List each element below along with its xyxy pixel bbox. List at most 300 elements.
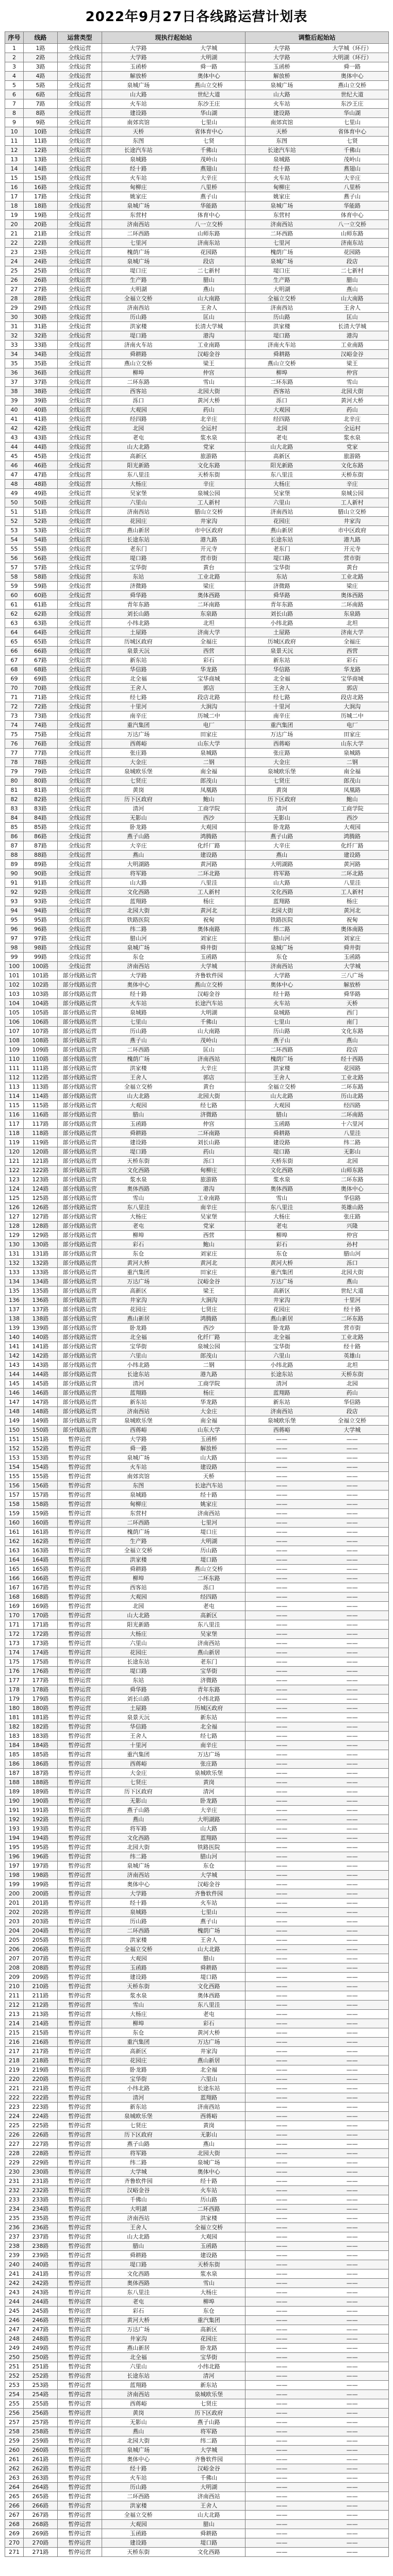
cell-adjusted-terminals-start: 南郊宾馆 <box>270 119 293 126</box>
cell-current-terminals <box>102 656 245 665</box>
cell-adjusted-terminals <box>245 1045 389 1055</box>
cell-no: 22 <box>5 239 24 248</box>
table-row <box>5 1639 389 1648</box>
cell-adjusted-terminals-start: —— <box>276 2391 288 2398</box>
cell-adjusted-terminals-end: 舜华路 <box>343 991 361 997</box>
cell-current-terminals <box>102 2112 245 2121</box>
cell-adjusted-terminals <box>245 1416 389 1426</box>
cell-line: 32路 <box>24 331 58 341</box>
cell-line: 147路 <box>24 1398 58 1407</box>
table-row <box>5 897 389 906</box>
cell-current-terminals-end: 营市街 <box>200 555 218 562</box>
cell-current-terminals <box>102 99 245 109</box>
cell-adjusted-terminals-end: 凤凰路 <box>343 787 361 793</box>
cell-current-terminals <box>102 303 245 313</box>
cell-line: 34路 <box>24 350 58 359</box>
cell-line: 267路 <box>24 2511 58 2520</box>
cell-no: 244 <box>5 2297 24 2307</box>
cell-type: 暂停运营 <box>58 1453 102 1463</box>
cell-line: 57路 <box>24 563 58 572</box>
table-row <box>5 1973 389 1982</box>
cell-adjusted-terminals <box>245 962 389 971</box>
table-row <box>5 2130 389 2140</box>
cell-adjusted-terminals <box>245 1852 389 1861</box>
cell-type: 全线运营 <box>58 684 102 693</box>
cell-adjusted-terminals <box>245 1500 389 1509</box>
cell-adjusted-terminals-start: —— <box>276 2382 288 2388</box>
cell-current-terminals <box>102 118 245 127</box>
cell-adjusted-terminals-end: —— <box>346 2335 358 2342</box>
cell-current-terminals-end: 奥体西路 <box>197 592 220 599</box>
cell-current-terminals-end: 奥体中心 <box>197 73 220 79</box>
cell-line: 85路 <box>24 823 58 832</box>
cell-current-terminals <box>102 2195 245 2205</box>
cell-adjusted-terminals <box>245 656 389 665</box>
cell-adjusted-terminals-end: 辛庄 <box>346 481 358 487</box>
cell-current-terminals-start: 堤口路 <box>129 1668 147 1674</box>
table-row <box>5 2149 389 2158</box>
cell-current-terminals-end: 北园大街 <box>197 2150 220 2157</box>
cell-no: 229 <box>5 2158 24 2167</box>
cell-adjusted-terminals-end: —— <box>346 1798 358 1804</box>
cell-no: 187 <box>5 1769 24 1778</box>
cell-adjusted-terminals-start: —— <box>276 1705 288 1711</box>
cell-adjusted-terminals <box>245 2279 389 2288</box>
cell-type: 全线运营 <box>58 897 102 906</box>
cell-current-terminals-end: 刘家庄 <box>200 1250 218 1257</box>
cell-adjusted-terminals-end: —— <box>346 1983 358 1990</box>
cell-current-terminals <box>102 2028 245 2038</box>
cell-adjusted-terminals <box>245 2195 389 2205</box>
cell-adjusted-terminals-start: —— <box>276 1714 288 1721</box>
cell-current-terminals-start: 泉城广场 <box>127 944 150 951</box>
cell-current-terminals <box>102 2232 245 2242</box>
cell-adjusted-terminals-start: 华信路 <box>273 666 290 673</box>
table-row <box>5 1398 389 1407</box>
cell-no: 211 <box>5 1991 24 2001</box>
cell-current-terminals-end: 玉函路 <box>200 2243 218 2249</box>
cell-type: 全线运营 <box>58 155 102 164</box>
cell-current-terminals-start: 甸柳庄 <box>129 184 147 191</box>
cell-line: 206路 <box>24 1945 58 1954</box>
cell-line: 145路 <box>24 1379 58 1388</box>
cell-adjusted-terminals-end: 雪山 <box>346 379 358 385</box>
table-row <box>5 674 389 684</box>
cell-adjusted-terminals-end: 山大南路 <box>340 295 364 302</box>
cell-line: 33路 <box>24 341 58 350</box>
cell-adjusted-terminals-start: —— <box>276 1872 288 1878</box>
cell-current-terminals-start: 井家沟 <box>129 1297 147 1303</box>
cell-line: 42路 <box>24 424 58 433</box>
cell-no: 162 <box>5 1537 24 1546</box>
cell-type: 暂停运营 <box>58 1722 102 1732</box>
table-row <box>5 257 389 266</box>
cell-current-terminals-end: 祝甸 <box>203 917 215 923</box>
cell-no: 71 <box>5 693 24 702</box>
cell-line: 105路 <box>24 1008 58 1018</box>
cell-no: 212 <box>5 2001 24 2010</box>
cell-no: 169 <box>5 1602 24 1611</box>
cell-adjusted-terminals <box>245 507 389 517</box>
cell-adjusted-terminals-end: —— <box>346 1510 358 1517</box>
cell-current-terminals-end: 长途汽车站 <box>194 1000 223 1007</box>
cell-current-terminals <box>102 1101 245 1110</box>
cell-current-terminals-end: 清河 <box>203 2372 215 2379</box>
cell-adjusted-terminals-start: —— <box>276 2122 288 2129</box>
cell-type: 全线运营 <box>58 72 102 81</box>
table-row <box>5 2028 389 2038</box>
cell-no: 63 <box>5 619 24 628</box>
table-row <box>5 2186 389 2195</box>
cell-current-terminals-end: 大辛庄 <box>200 175 218 181</box>
cell-type: 暂停运营 <box>58 2418 102 2427</box>
cell-type: 部分线路运营 <box>58 1286 102 1296</box>
cell-no: 178 <box>5 1685 24 1694</box>
cell-type: 全线运营 <box>58 137 102 146</box>
cell-no: 65 <box>5 637 24 647</box>
cell-current-terminals-end: 蓝翔路 <box>200 1835 218 1841</box>
cell-adjusted-terminals <box>245 2130 389 2140</box>
cell-current-terminals <box>102 1073 245 1082</box>
cell-no: 101 <box>5 971 24 980</box>
cell-no: 73 <box>5 711 24 721</box>
cell-adjusted-terminals-start: —— <box>276 1955 288 1962</box>
cell-current-terminals-end: 小纬北路 <box>197 1696 220 1702</box>
cell-adjusted-terminals <box>245 1815 389 1824</box>
cell-adjusted-terminals-end: 西沙 <box>346 815 358 821</box>
cell-current-terminals <box>102 1388 245 1398</box>
cell-current-terminals-start: 大杨庄 <box>129 1631 147 1637</box>
cell-adjusted-terminals-start: —— <box>276 1492 288 1498</box>
cell-adjusted-terminals <box>245 1991 389 2001</box>
cell-current-terminals <box>102 647 245 656</box>
cell-adjusted-terminals-start: 经四路 <box>273 416 290 422</box>
cell-current-terminals-start: 王舍人 <box>129 1733 147 1739</box>
cell-current-terminals <box>102 1518 245 1528</box>
cell-no: 196 <box>5 1852 24 1861</box>
cell-adjusted-terminals-start: —— <box>276 1798 288 1804</box>
cell-no: 112 <box>5 1073 24 1082</box>
cell-adjusted-terminals <box>245 2065 389 2075</box>
table-row <box>5 730 389 739</box>
cell-line: 107路 <box>24 1027 58 1036</box>
cell-adjusted-terminals-end: —— <box>346 1992 358 1999</box>
cell-current-terminals-end: 八里洼 <box>200 879 218 886</box>
cell-current-terminals-end: 堤口庄 <box>200 1529 218 1535</box>
cell-adjusted-terminals <box>245 1537 389 1546</box>
cell-no: 84 <box>5 814 24 823</box>
cell-type: 暂停运营 <box>58 2121 102 2130</box>
table-row <box>5 378 389 387</box>
cell-current-terminals-start: 青年东路 <box>127 601 150 608</box>
table-row <box>5 1324 389 1333</box>
cell-line: 26路 <box>24 276 58 285</box>
cell-current-terminals-start: 东图 <box>133 138 144 144</box>
cell-current-terminals <box>102 1110 245 1120</box>
cell-adjusted-terminals <box>245 1787 389 1797</box>
cell-adjusted-terminals <box>245 1175 389 1184</box>
cell-current-terminals <box>102 1222 245 1231</box>
cell-no: 16 <box>5 183 24 192</box>
cell-adjusted-terminals-end: 工业北路 <box>340 1074 364 1081</box>
cell-type: 全线运营 <box>58 804 102 814</box>
cell-no: 69 <box>5 674 24 684</box>
cell-type: 全线运营 <box>58 814 102 823</box>
cell-no: 222 <box>5 2093 24 2103</box>
cell-current-terminals <box>102 387 245 396</box>
cell-line: 157路 <box>24 1490 58 1500</box>
cell-current-terminals <box>102 888 245 897</box>
cell-current-terminals <box>102 990 245 999</box>
cell-adjusted-terminals <box>245 2177 389 2186</box>
cell-current-terminals-start: 纬二路 <box>129 2159 147 2166</box>
cell-current-terminals <box>102 795 245 804</box>
cell-current-terminals <box>102 1249 245 1259</box>
table-row <box>5 443 389 452</box>
cell-line: 165路 <box>24 1565 58 1574</box>
cell-adjusted-terminals <box>245 1444 389 1453</box>
cell-current-terminals <box>102 2473 245 2483</box>
cell-adjusted-terminals <box>245 1222 389 1231</box>
cell-no: 175 <box>5 1657 24 1667</box>
table-row <box>5 1908 389 1917</box>
cell-line: 62路 <box>24 609 58 619</box>
table-row <box>5 2334 389 2344</box>
table-row <box>5 313 389 322</box>
cell-current-terminals-start: 蓝翔路 <box>129 1389 147 1396</box>
cell-no: 166 <box>5 1574 24 1583</box>
cell-current-terminals-end: 汉峪金谷 <box>197 1881 220 1888</box>
cell-no: 154 <box>5 1463 24 1472</box>
cell-line: 194路 <box>24 1834 58 1843</box>
table-row <box>5 600 389 609</box>
cell-current-terminals <box>102 1203 245 1212</box>
cell-adjusted-terminals-end: 天桥 <box>346 1000 358 1007</box>
cell-current-terminals-end: 彩石 <box>203 657 215 664</box>
cell-adjusted-terminals-start: 新东站 <box>273 1399 290 1405</box>
cell-no: 31 <box>5 322 24 331</box>
cell-adjusted-terminals-start: —— <box>276 1946 288 1953</box>
cell-type: 暂停运营 <box>58 2028 102 2038</box>
cell-type: 暂停运营 <box>58 1546 102 1555</box>
cell-adjusted-terminals-start: 济南西站 <box>270 963 293 970</box>
cell-type: 全线运营 <box>58 776 102 786</box>
table-row <box>5 1667 389 1676</box>
cell-type: 全线运营 <box>58 415 102 424</box>
cell-current-terminals-end: 新东站 <box>200 2382 218 2388</box>
cell-no: 176 <box>5 1667 24 1676</box>
cell-adjusted-terminals-start: 七里河 <box>273 240 290 246</box>
cell-line: 114路 <box>24 1092 58 1101</box>
cell-current-terminals <box>102 146 245 155</box>
table-row <box>5 869 389 878</box>
cell-line: 108路 <box>24 1036 58 1045</box>
cell-no: 29 <box>5 303 24 313</box>
cell-adjusted-terminals-end: 燕翅山 <box>343 165 361 172</box>
cell-adjusted-terminals <box>245 1528 389 1537</box>
cell-type: 暂停运营 <box>58 2520 102 2529</box>
cell-current-terminals-end: 北园大街 <box>197 388 220 395</box>
cell-line: 228路 <box>24 2149 58 2158</box>
cell-current-terminals-start: 东图 <box>133 1482 144 1489</box>
cell-type: 暂停运营 <box>58 2427 102 2436</box>
cell-adjusted-terminals <box>245 786 389 795</box>
cell-type: 暂停运营 <box>58 1611 102 1620</box>
cell-current-terminals <box>102 1082 245 1092</box>
cell-line: 45路 <box>24 452 58 461</box>
table-row <box>5 814 389 823</box>
cell-line: 196路 <box>24 1852 58 1861</box>
cell-type: 暂停运营 <box>58 2529 102 2538</box>
cell-no: 172 <box>5 1630 24 1639</box>
cell-type: 部分线路运营 <box>58 1092 102 1101</box>
cell-adjusted-terminals <box>245 62 389 72</box>
cell-line: 67路 <box>24 656 58 665</box>
cell-adjusted-terminals <box>245 1973 389 1982</box>
cell-adjusted-terminals-start: —— <box>276 1556 288 1563</box>
cell-adjusted-terminals-end: 奥体西路 <box>340 592 364 599</box>
cell-adjusted-terminals-end: 奥体中心 <box>340 73 364 79</box>
cell-adjusted-terminals-end: 建设路 <box>343 852 361 858</box>
cell-type: 全线运营 <box>58 192 102 201</box>
cell-adjusted-terminals-start: 吴家堡 <box>273 490 290 497</box>
cell-current-terminals-end: 将军路 <box>200 2428 218 2435</box>
cell-current-terminals-end: 工业南路 <box>197 342 220 348</box>
cell-adjusted-terminals-end: 山东大学 <box>340 740 364 747</box>
cell-current-terminals-start: 大明湖 <box>129 286 147 293</box>
cell-adjusted-terminals-end: —— <box>346 1760 358 1767</box>
cell-current-terminals-start: 燕子山路 <box>127 1807 150 1814</box>
cell-type: 部分线路运营 <box>58 1259 102 1268</box>
cell-no: 55 <box>5 545 24 554</box>
table-row <box>5 1704 389 1713</box>
cell-line: 173路 <box>24 1639 58 1648</box>
cell-adjusted-terminals-start: 将军路 <box>273 870 290 877</box>
cell-adjusted-terminals <box>245 1472 389 1481</box>
cell-current-terminals-start: 七贤庄 <box>129 777 147 784</box>
cell-current-terminals-start: 王舍人 <box>129 1074 147 1081</box>
cell-adjusted-terminals-start: —— <box>276 1510 288 1517</box>
cell-current-terminals-end: 千佛山 <box>200 147 218 154</box>
cell-current-terminals-end: 柳埠 <box>203 2298 215 2305</box>
cell-type: 暂停运营 <box>58 1787 102 1797</box>
cell-type: 全线运营 <box>58 350 102 359</box>
cell-type: 部分线路运营 <box>58 1194 102 1203</box>
cell-current-terminals-end: 凤凰路 <box>200 787 218 793</box>
cell-current-terminals-start: 济南西站 <box>127 2391 150 2398</box>
cell-line: 164路 <box>24 1555 58 1565</box>
table-row <box>5 2279 389 2288</box>
cell-no: 26 <box>5 276 24 285</box>
cell-current-terminals <box>102 1685 245 1694</box>
cell-type: 部分线路运营 <box>58 1203 102 1212</box>
cell-type: 暂停运营 <box>58 2288 102 2297</box>
cell-line: 222路 <box>24 2093 58 2103</box>
cell-no: 185 <box>5 1750 24 1759</box>
cell-adjusted-terminals-end: —— <box>346 1825 358 1832</box>
cell-no: 11 <box>5 137 24 146</box>
cell-line: 175路 <box>24 1657 58 1667</box>
cell-adjusted-terminals <box>245 804 389 814</box>
table-row <box>5 2232 389 2242</box>
table-row <box>5 1518 389 1528</box>
cell-current-terminals-end: 经十路 <box>200 1492 218 1498</box>
cell-adjusted-terminals-start: —— <box>276 1733 288 1739</box>
cell-current-terminals-start: 大观园 <box>129 2521 147 2528</box>
cell-current-terminals <box>102 1555 245 1565</box>
cell-current-terminals <box>102 1407 245 1416</box>
cell-type: 部分线路运营 <box>58 1157 102 1166</box>
cell-current-terminals-start: 南郊宾馆 <box>127 119 150 126</box>
cell-type: 全线运营 <box>58 294 102 303</box>
cell-current-terminals <box>102 517 245 526</box>
cell-current-terminals-start: 洪家楼 <box>129 1937 147 1943</box>
cell-adjusted-terminals <box>245 2446 389 2455</box>
cell-adjusted-terminals-start: —— <box>276 2113 288 2120</box>
cell-line: 6路 <box>24 90 58 99</box>
table-row <box>5 201 389 211</box>
cell-current-terminals-start: 西蒋峪 <box>129 1427 147 1433</box>
cell-current-terminals-start: 舜一路 <box>129 1445 147 1452</box>
cell-line: 7路 <box>24 99 58 109</box>
cell-no: 151 <box>5 1435 24 1444</box>
table-row <box>5 1926 389 1936</box>
cell-no: 237 <box>5 2232 24 2242</box>
cell-line: 262路 <box>24 2464 58 2473</box>
cell-adjusted-terminals-start: 西蒋峪 <box>273 1427 290 1433</box>
table-row <box>5 943 389 953</box>
cell-adjusted-terminals <box>245 368 389 378</box>
cell-current-terminals-start: 吴家堡 <box>129 490 147 497</box>
cell-line: 144路 <box>24 1370 58 1379</box>
cell-no: 214 <box>5 2019 24 2028</box>
cell-current-terminals-end: 汉峪金谷 <box>197 1278 220 1285</box>
table-row <box>5 1732 389 1741</box>
cell-line: 73路 <box>24 711 58 721</box>
cell-no: 47 <box>5 470 24 480</box>
cell-adjusted-terminals <box>245 229 389 239</box>
cell-no: 107 <box>5 1027 24 1036</box>
cell-current-terminals-start: 济南西站 <box>127 963 150 970</box>
cell-current-terminals-start: 花园庄 <box>129 1649 147 1656</box>
cell-current-terminals-end: 工业南路 <box>197 1195 220 1201</box>
cell-current-terminals-end: 宝华商城 <box>197 675 220 682</box>
cell-line: 167路 <box>24 1583 58 1592</box>
cell-type: 全线运营 <box>58 572 102 582</box>
cell-current-terminals <box>102 2307 245 2316</box>
cell-current-terminals <box>102 480 245 489</box>
cell-type: 暂停运营 <box>58 1620 102 1630</box>
table-row <box>5 1008 389 1018</box>
cell-line: 104路 <box>24 999 58 1008</box>
cell-current-terminals-end: 南全福 <box>200 1417 218 1424</box>
cell-no: 142 <box>5 1351 24 1361</box>
cell-line: 100路 <box>24 962 58 971</box>
cell-adjusted-terminals <box>245 2103 389 2112</box>
table-row <box>5 647 389 656</box>
cell-adjusted-terminals-start: —— <box>276 1983 288 1990</box>
cell-no: 259 <box>5 2436 24 2446</box>
cell-current-terminals-end: 东八里洼 <box>197 1621 220 1628</box>
cell-adjusted-terminals <box>245 405 389 415</box>
cell-adjusted-terminals <box>245 1212 389 1222</box>
cell-adjusted-terminals-start: —— <box>276 1566 288 1572</box>
cell-current-terminals <box>102 1008 245 1018</box>
cell-current-terminals-end: 二环南路 <box>197 601 220 608</box>
cell-line: 161路 <box>24 1528 58 1537</box>
cell-adjusted-terminals <box>245 2205 389 2214</box>
cell-adjusted-terminals-end: —— <box>346 1677 358 1684</box>
